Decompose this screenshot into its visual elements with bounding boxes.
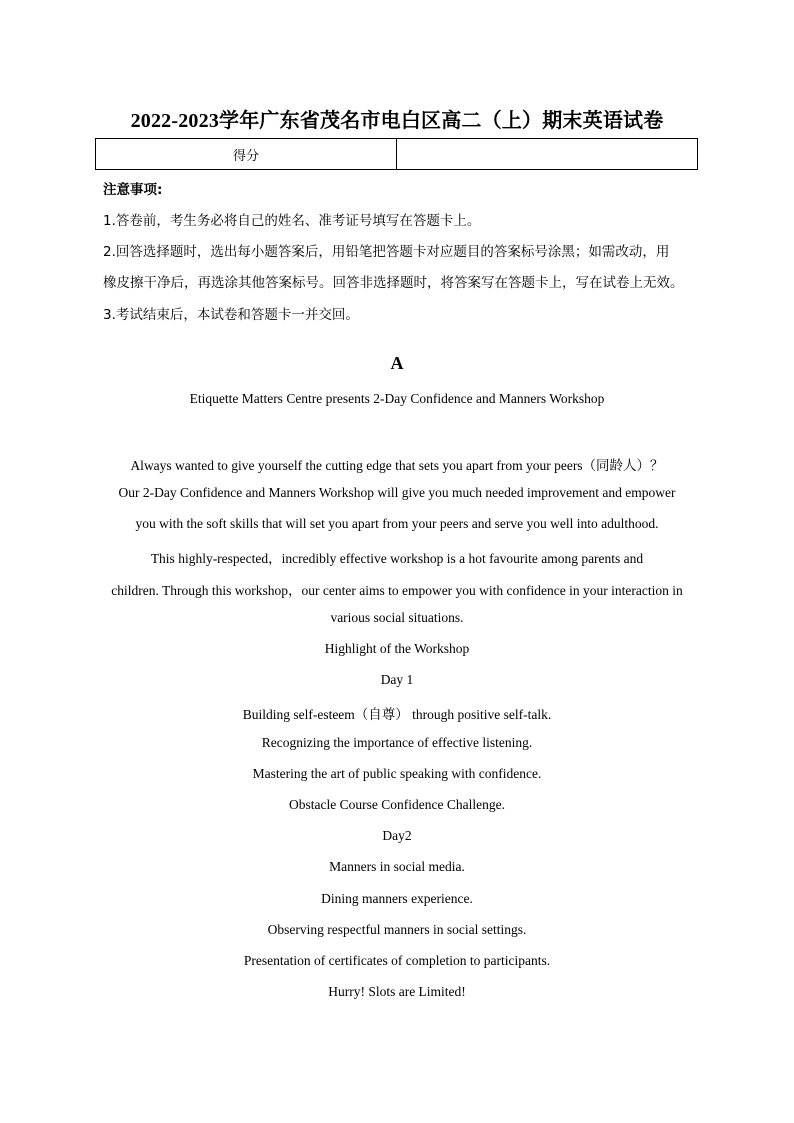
notes-heading: 注意事项: [103, 182, 163, 198]
score-value-cell [397, 139, 698, 170]
page-title: 2022-2023学年广东省茂名市电白区高二（上）期末英语试卷 [130, 110, 664, 132]
workshop-highlight-heading: Highlight of the Workshop [324, 641, 470, 656]
agenda-item: Building self-esteem（自尊） through positive self-talk. [242, 707, 552, 722]
score-row [96, 139, 698, 170]
agenda-item: Dining manners experience. [321, 891, 473, 906]
note-item-1: 1.答卷前，考生务必将自己的姓名、准考证号填写在答题卡上。 [103, 213, 481, 229]
day-2-label: Day2 [382, 828, 412, 843]
passage-line: This highly-respected，incredibly effective workshop is a hot favourite among parents and [150, 551, 644, 566]
closing-line: Hurry! Slots are Limited! [328, 984, 466, 999]
note-item-2: 2.回答选择题时，选出每小题答案后，用铅笔把答题卡对应题目的答案标号涂黑；如需改动，用 [103, 244, 670, 260]
passage-line: children. Through this workshop，our center aims to empower you with confidence in your interaction in [111, 583, 683, 598]
agenda-item: Observing respectful manners in social settings. [267, 922, 527, 937]
passage-line: Always wanted to give yourself the cutting edge that sets you apart from your peers（同龄人）？ [130, 458, 664, 473]
passage-line: Our 2-Day Confidence and Manners Workshop will give you much needed improvement and empower [118, 485, 676, 500]
score-label-cell: 得分 [96, 139, 397, 170]
day-1-label: Day 1 [380, 672, 414, 687]
agenda-item: Manners in social media. [329, 859, 465, 874]
passage-heading: Etiquette Matters Centre presents 2-Day Confidence and Manners Workshop [189, 391, 605, 406]
passage-line: various social situations. [330, 610, 464, 625]
agenda-item: Mastering the art of public speaking with confidence. [252, 766, 542, 781]
agenda-item: Recognizing the importance of effective listening. [261, 735, 533, 750]
agenda-item: Obstacle Course Confidence Challenge. [289, 797, 505, 812]
agenda-item: Presentation of certificates of completion to participants. [243, 953, 551, 968]
section-letter: A [390, 353, 404, 373]
score-table [95, 138, 698, 170]
passage-line: you with the soft skills that will set you apart from your peers and serve you well into adulthood. [135, 516, 659, 531]
note-item-3: 3.考试结束后，本试卷和答题卡一并交回。 [103, 307, 359, 323]
note-item-2-continued: 橡皮擦干净后，再选涂其他答案标号。回答非选择题时，将答案写在答题卡上，写在试卷上无效。 [103, 275, 684, 291]
